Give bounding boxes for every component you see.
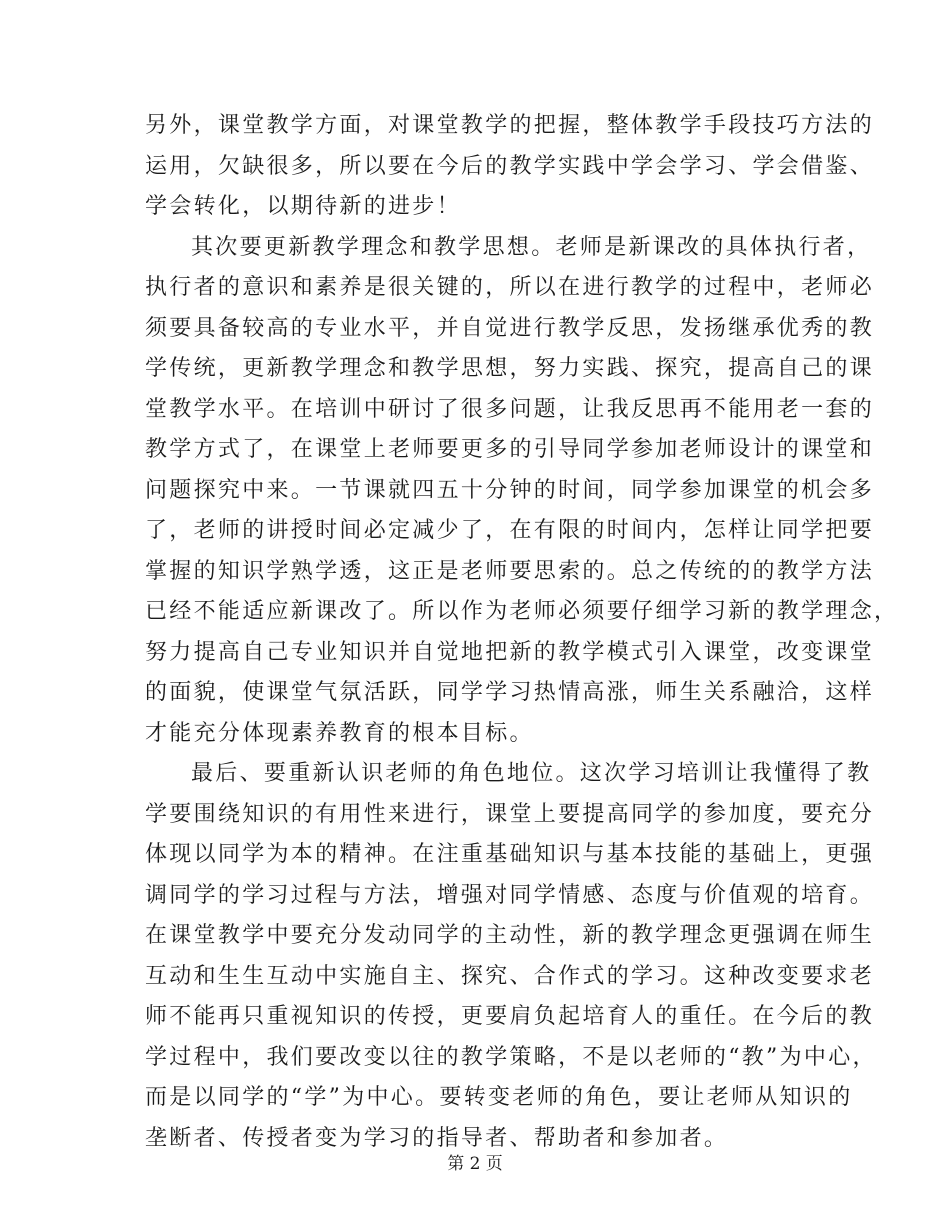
text-line: 了，老师的讲授时间必定减少了，在有限的时间内，怎样让同学把要 [145,518,875,543]
text-line: 另外，课堂教学方面，对课堂教学的把握，整体教学手段技巧方法的 [145,113,875,138]
text-line: 其次要更新教学理念和教学思想。老师是新课改的具体执行者， [191,234,872,260]
body-text [145,106,899,1159]
text-line: 学过程中，我们要改变以往的教学策略，不是以老师的“教”为中心， [145,1044,877,1070]
paragraph-3 [145,754,877,1159]
text-line: 在课堂教学中要充分发动同学的主动性，新的教学理念更强调在师生 [145,923,875,948]
text-line: 学传统，更新教学理念和教学思想，努力实践、探究，提高自己的课 [145,356,875,381]
text-line: 垄断者、传授者变为学习的指导者、帮助者和参加者。 [145,1125,729,1151]
text-line: 堂教学水平。在培训中研讨了很多问题，让我反思再不能用老一套的 [145,396,875,422]
text-line: 问题探究中来。一节课就四五十分钟的时间，同学参加课堂的机会多 [145,477,875,503]
text-line: 已经不能适应新课改了。所以作为老师必须要仔细学习新的教学理念， [145,599,899,624]
text-line: 学要围绕知识的有用性来进行，课堂上要提高同学的参加度，要充分 [145,801,875,827]
text-line: 最后、要重新认识老师的角色地位。这次学习培训让我懂得了教 [191,761,872,786]
text-line: 教学方式了，在课堂上老师要更多的引导同学参加老师设计的课堂和 [145,437,875,462]
text-line: 掌握的知识学熟学透，这正是老师要思索的。总之传统的的教学方法 [145,558,875,584]
text-line: 学会转化，以期待新的进步！ [145,194,461,219]
text-line: 须要具备较高的专业水平，并自觉进行教学反思，发扬继承优秀的教 [145,315,875,341]
text-line: 才能充分体现素养教育的根本目标。 [145,720,534,746]
text-line: 体现以同学为本的精神。在注重基础知识与基本技能的基础上，更强 [145,842,875,867]
text-line: 而是以同学的“学”为中心。要转变老师的角色，要让老师从知识的 [145,1085,853,1110]
text-line: 执行者的意识和素养是很关键的，所以在进行教学的过程中，老师必 [145,275,875,300]
text-line: 调同学的学习过程与方法，增强对同学情感、态度与价值观的培育。 [145,882,875,908]
paragraph-2 [145,228,899,755]
text-line: 的面貌，使课堂气氛活跃，同学学习热情高涨，师生关系融洽，这样 [145,680,875,705]
text-line: 运用，欠缺很多，所以要在今后的教学实践中学会学习、学会借鉴、 [145,153,875,179]
paragraph-1 [145,106,875,228]
text-line: 师不能再只重视知识的传授，更要肩负起培育人的重任。在今后的教 [145,1004,875,1029]
text-line: 努力提高自己专业知识并自觉地把新的教学模式引入课堂，改变课堂 [145,639,875,665]
page-number: 第 2 页 [447,1154,503,1174]
text-line: 互动和生生互动中实施自主、探究、合作式的学习。这种改变要求老 [145,963,875,989]
